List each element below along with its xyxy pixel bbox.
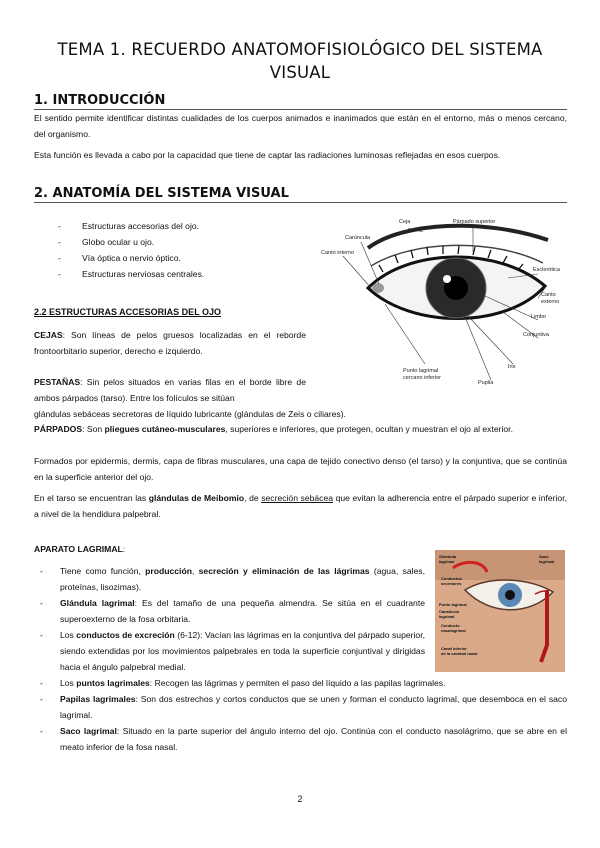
lacrimal-apparatus-figure (435, 550, 565, 672)
parpados-text-a: : Son (82, 424, 105, 434)
item-text: Los (60, 678, 77, 688)
label-canto-interno: Canto interno (321, 250, 355, 256)
item-text: : Recogen las lágrimas y permiten el paso del líquido a las papilas lagrimales. (149, 678, 446, 688)
lagrimal-list-bottom (40, 675, 567, 755)
pestanas-text: : Sin pelos situados en varias filas en el borde libre de ambos párpados (tarso). Entre los folículos se sitúan (34, 377, 306, 403)
label-saco-2: lagrimal (539, 559, 555, 564)
meibomio-underline: secreción sebácea (261, 493, 334, 503)
item-bold: producción (145, 566, 192, 576)
lagrimal-list-top (40, 563, 425, 675)
label-conducto-1: Conducto (441, 623, 460, 628)
term-pestanas: PESTAÑAS (34, 377, 81, 387)
pupil-shape (505, 590, 515, 600)
item-bold: Saco lagrimal (60, 726, 117, 736)
item-bold: secreción y eliminación de las lágrimas (198, 566, 370, 576)
parpados-text-c: , superiores e inferiores, que protegen, ocultan y muestran el ojo al exterior. (225, 424, 513, 434)
section-heading-introduccion: 1. INTRODUCCIÓN (34, 93, 567, 110)
list-item (40, 563, 425, 595)
label-cavidad-2: de la cavidad nasal (441, 651, 478, 656)
meibomio-bold: glándulas de Meibomio (148, 493, 245, 503)
item-bold: Papilas lagrimales (60, 694, 136, 704)
meibomio-text-e: que evitan la adherencia entre el párpado superior e inferior, a nivel de la hendidura palpebral. (34, 493, 567, 519)
label-punto: Punto lagrimal (439, 602, 467, 607)
list-item (40, 723, 567, 755)
list-item (40, 675, 567, 691)
item-text: : Es del tamaño de una pequeña almendra. Se sitúa en el cuadrante superoexterno de la fosa orbitaria. (60, 598, 425, 624)
label-ceja: Ceja (399, 219, 411, 225)
cejas-text: : Son líneas de pelos gruesos localizadas en el reborde frontoorbitario superior, derecho e izquierdo. (34, 330, 306, 356)
label-canto-externo-2: externo (541, 299, 560, 305)
meibomio-text-a: En el tarso se encuentran las (34, 493, 149, 503)
pestanas-paragraph (34, 374, 306, 406)
item-text: (agua, sales, proteínas, lisozimas). (60, 566, 425, 592)
label-punto-lagrimal-2: cercano inferior (403, 375, 441, 381)
label-glandula-2: lagrimal (439, 559, 455, 564)
label-iris: Iris (508, 364, 516, 370)
parpados-bold: pliegues cutáneo-musculares (104, 424, 226, 434)
label-parpado-superior: Párpado superior (453, 219, 496, 225)
label-limbo: Limbo (531, 314, 546, 320)
item-text: (6-12): Vacían las lágrimas en la conjuntiva del párpado superior, siendo extendidas por los movimientos palpebrales en toda la superficie conjuntival y dirigidas hacia el ángulo palpebral medial. (60, 630, 425, 672)
term-cejas: CEJAS (34, 330, 63, 340)
list-item: - Globo ocular u ojo. (58, 234, 318, 250)
caruncle-shape (372, 283, 384, 293)
lagrimal-heading (34, 541, 125, 557)
list-item: - Vía óptica o nervio óptico. (58, 250, 318, 266)
list-item: - Estructuras nerviosas centrales. (58, 266, 318, 282)
parpados-paragraph (34, 421, 567, 437)
list-item: - Estructuras accesorias del ojo. (58, 218, 318, 234)
meibomio-text-c: , de (244, 493, 262, 503)
item-bold: Glándula lagrimal (60, 598, 135, 608)
label-conjuntiva: Conjuntiva (523, 332, 549, 338)
cejas-paragraph (34, 327, 306, 359)
label-canto-externo-1: Canto (541, 292, 556, 298)
item-text: : Situado en la parte superior del ángulo interno del ojo. Continúa con el conducto nasolágrimo, que se abre en el meato inferior de la fosa nasal. (60, 726, 568, 752)
section-heading-anatomia: 2. ANATOMÍA DEL SISTEMA VISUAL (34, 186, 567, 203)
subsection-heading: 2.2 ESTRUCTURAS ACCESORIAS DEL OJO (34, 307, 222, 317)
page-title: TEMA 1. RECUERDO ANATOMOFISIOLÓGICO DEL SISTEMA VISUAL (57, 40, 543, 82)
item-text: , (191, 566, 199, 576)
label-conductos-1: Conductos (441, 576, 462, 581)
label-conducto-2: nasolagrimal (441, 628, 466, 633)
intro-paragraph-2: Esta función es llevada a cabo por la capacidad que tiene de captar las radiaciones luminosas reflejadas en esos cuerpos. (34, 150, 501, 160)
label-canaliculo-2: lagrimal (439, 614, 455, 619)
item-text: Tiene como función, (60, 566, 146, 576)
label-conductos-2: secretores (441, 581, 462, 586)
label-caruncula: Carúncula (345, 235, 371, 241)
list-item (40, 691, 567, 723)
eye-highlight (443, 275, 451, 283)
label-esclerotica: Esclerótica (533, 267, 560, 273)
item-text: Los (60, 630, 77, 640)
label-pupila: Pupila (478, 380, 494, 386)
eye-anatomy-figure (313, 208, 575, 392)
pestanas-continuation: glándulas sebáceas secretoras de líquido lubricante (glándulas de Zeis o ciliares). (34, 409, 346, 419)
item-text: : Son dos estrechos y cortos conductos que se unen y forman el conducto lagrimal, que desemboca en el saco lagrimal. (60, 694, 567, 720)
intro-paragraph-1: El sentido permite identificar distintas cualidades de los cuerpos animados e inanimados que están en el entorno, más o menos cercano, del organismo. (34, 113, 567, 139)
parpados-paragraph-2: Formados por epidermis, dermis, capa de fibras musculares, una capa de tejido conectivo denso (el tarso) y la conjuntiva, que se continúa en la superficie anterior del ojo. (34, 456, 567, 482)
list-item (40, 627, 425, 675)
item-bold: puntos lagrimales (76, 678, 150, 688)
meibomio-paragraph (34, 490, 567, 522)
label-saco-1: Saco (539, 554, 549, 559)
label-glandula-1: Glándula (439, 554, 457, 559)
list-item (40, 595, 425, 627)
term-parpados: PÁRPADOS (34, 424, 83, 434)
page-number: 2 (297, 794, 303, 804)
item-bold: conductos de excreción (76, 630, 175, 640)
label-cavidad-1: Canal inferior (441, 646, 467, 651)
anatomy-list (58, 218, 318, 282)
label-canaliculo-1: Canalículo (439, 609, 460, 614)
lagrimal-heading-colon: : (122, 544, 126, 554)
label-punto-lagrimal-1: Punto lagrimal (403, 368, 439, 374)
lagrimal-heading-text: APARATO LAGRIMAL (34, 544, 123, 554)
